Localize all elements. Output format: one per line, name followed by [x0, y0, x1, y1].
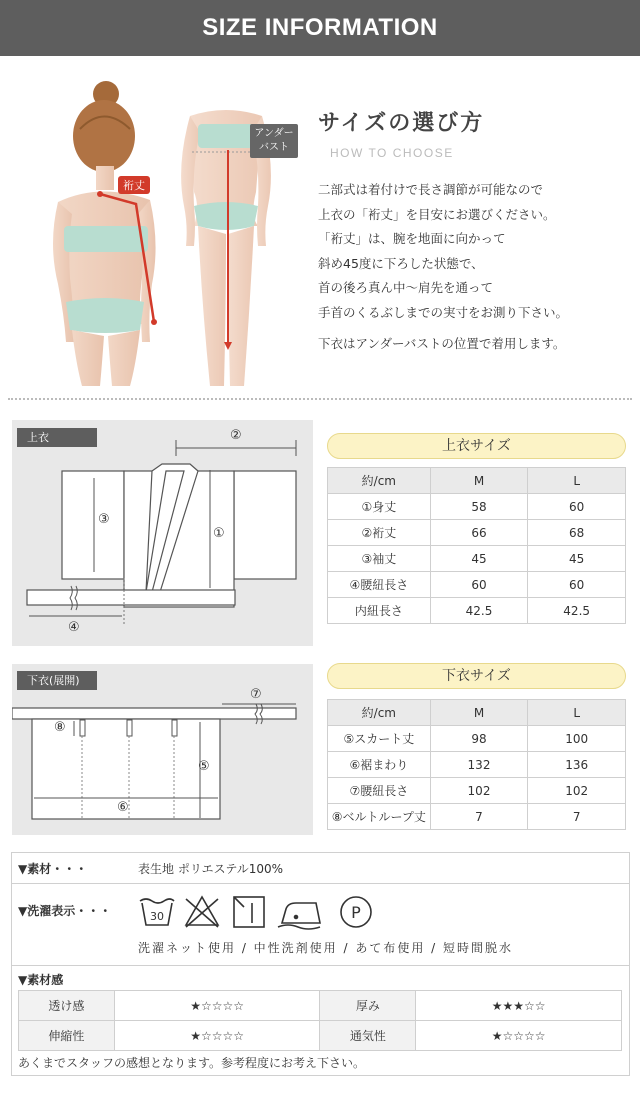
table-row — [19, 1021, 622, 1051]
marker-3: ③ — [98, 512, 110, 527]
guide-subtitle: HOW TO CHOOSE — [330, 146, 454, 160]
column-header: M — [430, 468, 528, 494]
table-cell: ⑥裾まわり — [328, 752, 431, 778]
table-row — [328, 520, 626, 546]
bottom-panel-tag: 下衣(展開) — [17, 671, 97, 690]
table-row — [328, 546, 626, 572]
divider — [12, 883, 629, 884]
underbust-label-2: バスト — [259, 142, 289, 153]
table-row — [328, 572, 626, 598]
table-cell: ②裄丈 — [328, 520, 431, 546]
feel-stars: ★★★☆☆ — [416, 991, 622, 1021]
drip-dry-icon — [234, 897, 264, 927]
bottom-size-table — [327, 699, 626, 830]
care-symbols — [138, 893, 388, 931]
section-divider — [8, 398, 632, 400]
yukitake-label: 裄丈 — [118, 176, 150, 194]
table-cell: 68 — [528, 520, 626, 546]
table-cell: 100 — [528, 726, 626, 752]
guide-text — [318, 178, 568, 325]
feel-stars: ★☆☆☆☆ — [416, 1021, 622, 1051]
table-cell: 7 — [528, 804, 626, 830]
table-cell: 66 — [430, 520, 528, 546]
column-header: 約/cm — [328, 468, 431, 494]
bottom-garment-diagram — [12, 664, 313, 835]
table-row — [19, 991, 622, 1021]
divider — [12, 965, 629, 966]
table-cell: ③袖丈 — [328, 546, 431, 572]
table-cell: ⑦腰紐長さ — [328, 778, 431, 804]
feel-note: あくまでスタッフの感想となります。参考程度にお考え下さい。 — [18, 1056, 366, 1070]
marker-7: ⑦ — [250, 687, 262, 702]
dry-clean-text: P — [351, 903, 361, 922]
column-header: M — [430, 700, 528, 726]
table-cell: 60 — [528, 494, 626, 520]
marker-8: ⑧ — [54, 720, 66, 735]
marker-5: ⑤ — [198, 759, 210, 774]
guide-line: 斜め45度に下ろした状態で、 — [318, 255, 484, 271]
bottom-size-title: 下衣サイズ — [327, 663, 626, 689]
table-header-row — [328, 468, 626, 494]
top-panel-tag: 上衣 — [17, 428, 97, 447]
table-cell: 132 — [430, 752, 528, 778]
underbust-label-1: アンダー — [254, 128, 294, 139]
material-label: ▼素材・・・ — [18, 862, 88, 876]
top-size-table — [327, 467, 626, 624]
guide-line: 手首のくるぶしまでの実寸をお測り下さい。 — [318, 304, 569, 320]
feel-name: 厚み — [320, 991, 416, 1021]
column-header: L — [528, 700, 626, 726]
guide-note: 下衣はアンダーバストの位置で着用します。 — [318, 336, 566, 351]
column-header: L — [528, 468, 626, 494]
feel-name: 透け感 — [19, 991, 115, 1021]
top-size-title: 上衣サイズ — [327, 433, 626, 459]
table-cell: 58 — [430, 494, 528, 520]
page-title: SIZE INFORMATION — [202, 14, 438, 41]
table-cell: 45 — [430, 546, 528, 572]
table-header-row — [328, 700, 626, 726]
guide-line: 「裄丈」は、腕を地面に向かって — [318, 231, 506, 246]
material-feel-table — [18, 990, 622, 1051]
table-cell: 98 — [430, 726, 528, 752]
underbust-badge — [250, 124, 298, 158]
table-row — [328, 726, 626, 752]
feel-name: 通気性 — [320, 1021, 416, 1051]
table-cell: 42.5 — [528, 598, 626, 624]
table-cell: ①身丈 — [328, 494, 431, 520]
marker-2: ② — [230, 428, 242, 443]
table-cell: 60 — [528, 572, 626, 598]
bottom-diagram-panel — [12, 664, 313, 835]
table-cell: ⑤スカート丈 — [328, 726, 431, 752]
feel-stars: ★☆☆☆☆ — [114, 991, 320, 1021]
marker-1: ① — [213, 526, 225, 541]
feel-name: 伸縮性 — [19, 1021, 115, 1051]
feel-label: ▼素材感 — [18, 973, 64, 987]
table-row — [328, 804, 626, 830]
table-cell: ④腰紐長さ — [328, 572, 431, 598]
marker-4: ④ — [68, 620, 80, 635]
table-row — [328, 778, 626, 804]
guide-line: 上衣の「裄丈」を目安にお選びください。 — [318, 206, 556, 222]
table-cell: 102 — [528, 778, 626, 804]
table-cell: 136 — [528, 752, 626, 778]
guide-line: 首の後ろ真ん中〜肩先を通って — [318, 280, 494, 295]
wash-temp-text: 30 — [150, 910, 164, 923]
table-cell: ⑧ベルトループ丈 — [328, 804, 431, 830]
feel-stars: ★☆☆☆☆ — [114, 1021, 320, 1051]
top-garment-diagram — [12, 420, 313, 646]
table-cell: 7 — [430, 804, 528, 830]
guide-title: サイズの選び方 — [318, 111, 485, 136]
no-bleach-icon — [186, 897, 218, 927]
back-view-figure — [40, 74, 180, 386]
material-value: 表生地 ポリエステル100% — [138, 862, 284, 876]
table-cell: 60 — [430, 572, 528, 598]
table-cell: 102 — [430, 778, 528, 804]
table-cell: 内紐長さ — [328, 598, 431, 624]
table-row — [328, 494, 626, 520]
marker-6: ⑥ — [117, 800, 129, 815]
column-header: 約/cm — [328, 700, 431, 726]
iron-icon — [278, 903, 320, 929]
care-label: ▼洗濯表示・・・ — [18, 904, 112, 918]
page-header — [0, 0, 640, 56]
guide-line: 二部式は着付けで長さ調節が可能なので — [318, 182, 544, 197]
care-caption: 洗濯ネット使用 / 中性洗剤使用 / あて布使用 / 短時間脱水 — [138, 941, 514, 955]
table-row — [328, 752, 626, 778]
top-diagram-panel — [12, 420, 313, 646]
table-cell: 42.5 — [430, 598, 528, 624]
table-cell: 45 — [528, 546, 626, 572]
table-row — [328, 598, 626, 624]
material-info-box — [11, 852, 630, 1076]
